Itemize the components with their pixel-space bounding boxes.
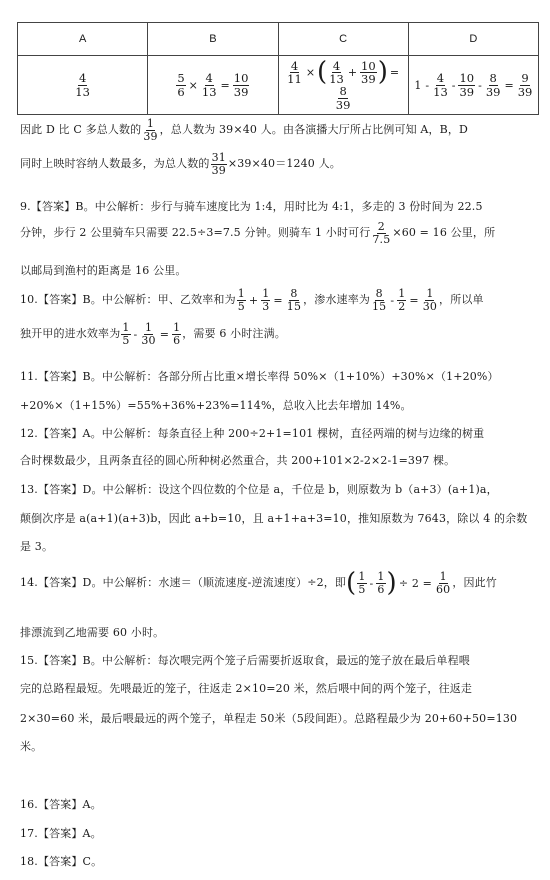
right-paren: ) (377, 57, 388, 88)
cell-b (148, 56, 278, 115)
answer-option-table (17, 22, 539, 115)
fraction: $\frac{1}{30}$ (422, 287, 438, 313)
cell-c (278, 56, 408, 115)
answer-9-line-1: 9.【答案】B。中公解析：步行与骑车速度比为 1:4，用时比为 4:1，多走的 3 份时间为 22.5 (20, 200, 483, 213)
cell-d (408, 56, 538, 115)
fraction: $\frac{8}{39}$ (335, 84, 351, 112)
answer-12-line-1: 12.【答案】A。中公解析：每条直径上种 200÷2+1=101 棵树，直径两端的树与边缘的树重 (20, 427, 485, 440)
fraction: $\frac{4}{13}$ (75, 71, 90, 99)
operator: = (220, 78, 230, 92)
col-header-c: C (278, 23, 408, 56)
answer-10-line-2: 独开甲的进水效率为 $\frac{1}{5}$ - $\frac{1}{30}$ = $\frac{1}{6}$ ，需要 6 小时注满。 (20, 321, 286, 347)
table-header-row (18, 23, 539, 56)
fraction: $\frac{8}{15}$ (372, 287, 387, 313)
text-line: 因此 D 比 C 多总人数的 $\frac{1}{39}$ ，总人数为 39×40 人。由各演播大厅所占比例可知 A，B，D (20, 117, 468, 143)
fraction: $\frac{1}{5}$ (358, 569, 366, 596)
fraction: $\frac{8}{15}$ (286, 287, 302, 313)
fraction: $\frac{4}{11}$ (287, 58, 302, 86)
operator: - (478, 78, 482, 92)
answer-14-line-1: 14.【答案】D。中公解析：水速＝（顺流速度-逆流速度）÷2，即( $\frac{1}{5}$ - $\frac{1}{6}$ ) ÷ 2 = $\frac{1}{60}$ ，因此竹 (20, 568, 497, 598)
fraction: $\frac{31}{39}$ (211, 151, 226, 177)
cell-a (18, 56, 148, 115)
answer-15-line-1: 15.【答案】B。中公解析：每次喂完两个笼子后需要折返取食，最远的笼子放在最后单程喂 (20, 654, 470, 667)
answer-13-line-3: 是 3。 (20, 540, 54, 553)
fraction: $\frac{4}{13}$ (433, 71, 448, 99)
fraction: $\frac{1}{6}$ (377, 569, 385, 596)
col-header-d: D (408, 23, 538, 56)
fraction: $\frac{5}{6}$ (177, 71, 185, 99)
operator: - (451, 78, 456, 92)
operator: = (389, 65, 400, 79)
answer-17: 17.【答案】A。 (20, 827, 102, 840)
fraction: $\frac{8}{39}$ (485, 71, 501, 99)
answer-14-line-2: 排漂流到乙地需要 60 小时。 (20, 626, 165, 639)
answer-9-line-3: 以邮局到渔村的距离是 16 公里。 (20, 264, 187, 277)
table-row (18, 56, 539, 115)
fraction: $\frac{1}{3}$ (262, 287, 270, 313)
fraction: $\frac{10}{39}$ (361, 58, 376, 86)
operator: × (188, 78, 198, 92)
answer-12-line-2: 合时棵数最少，且两条直径的圆心所种树必然重合，共 200+101×2-2×2-1=397 棵。 (20, 454, 456, 467)
operator: - (425, 78, 430, 92)
fraction: $\frac{1}{2}$ (398, 287, 406, 313)
fraction: $\frac{4}{13}$ (329, 58, 344, 86)
answer-13-line-2: 颠倒次序是 a(a+1)(a+3)b，因此 a+b=10，且 a+1+a+3=10，推知原数为 7643，除以 4 的余数 (20, 512, 528, 525)
fraction: $\frac{2}{7.5}$ (372, 220, 391, 246)
col-header-a: A (18, 23, 148, 56)
answer-16: 16.【答案】A。 (20, 798, 102, 811)
fraction: $\frac{1}{5}$ (237, 287, 245, 313)
col-header-b: B (148, 23, 278, 56)
answer-11-line-2: +20%×（1+15%）=55%+36%+23%=114%，总收入比去年增加 14%。 (20, 399, 412, 412)
answer-13-line-1: 13.【答案】D。中公解析：设这个四位数的个位是 a，千位是 b，则原数为 b（a+3）(a+1)a， (20, 483, 498, 496)
fraction: $\frac{10}{39}$ (233, 71, 249, 99)
answer-11-line-1: 11.【答案】B。中公解析：各部分所占比重×增长率得 50%×（1+10%）+30%×（1+20%） (20, 370, 499, 383)
fraction: $\frac{1}{60}$ (436, 569, 451, 596)
fraction: $\frac{1}{39}$ (143, 117, 158, 143)
fraction: $\frac{10}{39}$ (459, 71, 475, 99)
number: 1 (414, 78, 422, 92)
fraction: $\frac{4}{13}$ (201, 71, 217, 99)
fraction: $\frac{1}{6}$ (173, 321, 181, 347)
answer-18: 18.【答案】C。 (20, 855, 103, 868)
operator: = (504, 78, 514, 92)
fraction: $\frac{1}{5}$ (122, 321, 130, 347)
left-paren: ( (317, 57, 328, 88)
operator: + (347, 65, 358, 79)
answer-10-line-1: 10.【答案】B。中公解析：甲、乙效率和为 $\frac{1}{5}$ + $\frac{1}{3}$ = $\frac{8}{15}$ ，渗水速率为 $\frac{8}{15}$ - $\frac{1}{2}$ = $\frac{1}{30}$ ，所以单 (20, 287, 484, 313)
answer-9-line-2: 分钟，步行 2 公里骑车只需要 22.5÷3=7.5 分钟。则骑车 1 小时可行 $\frac{2}{7.5}$ ×60 = 16 公里，所 (20, 220, 496, 246)
operator: × (305, 65, 316, 79)
answer-15-line-2: 完的总路程最短。先喂最近的笼子，往返走 2×10=20 米，然后喂中间的两个笼子，往返走 (20, 682, 473, 695)
fraction: $\frac{1}{30}$ (141, 321, 156, 347)
fraction: $\frac{9}{39}$ (517, 71, 533, 99)
answer-15-line-3: 2×30=60 米，最后喂最远的两个笼子，单程走 50米（5段间距）。总路程最少为 20+60+50=130 (20, 712, 518, 725)
answer-15-line-4: 米。 (20, 740, 43, 753)
text-line: 同时上映时容纳人数最多，为总人数的 $\frac{31}{39}$ ×39×40＝1240 人。 (20, 151, 341, 177)
